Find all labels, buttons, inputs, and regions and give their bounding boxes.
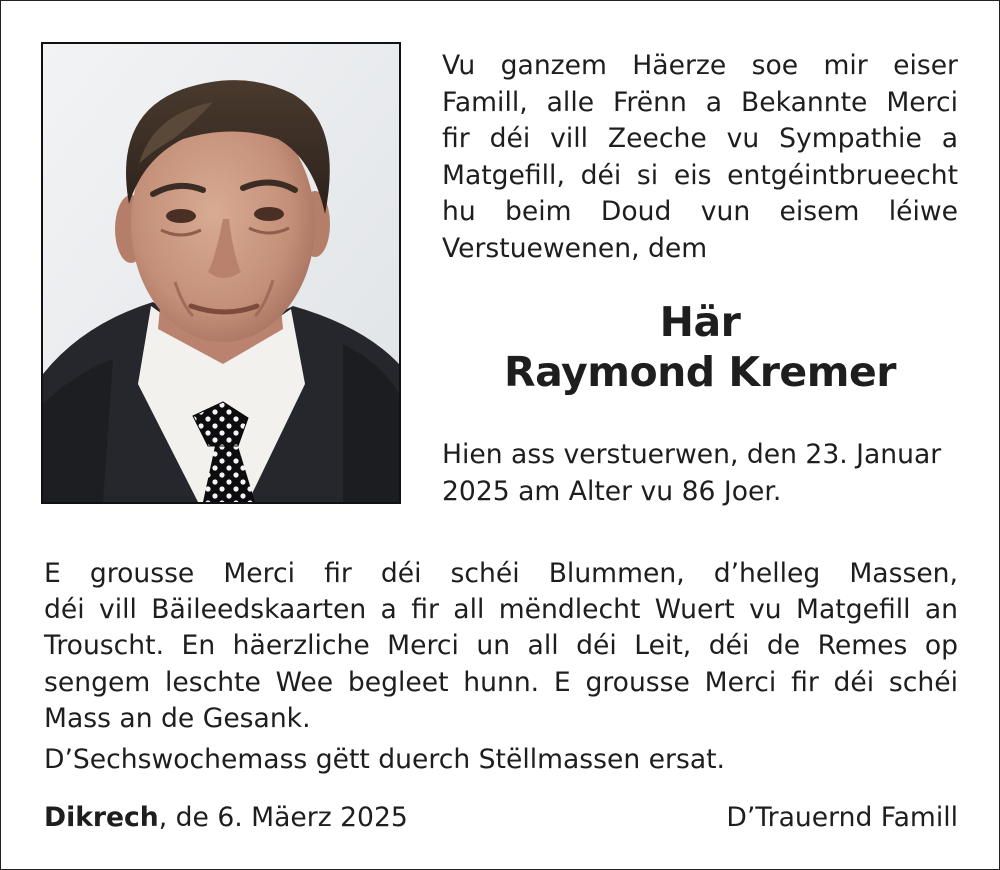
intro-text [442,48,958,267]
thanks-line: déi vill Bäileedskaarten a fir all mëndlecht Wuert vu Matgefill an [44,594,958,626]
mass-notice: D’Sechswochemass gëtt duerch Stëllmassen ersat. [44,744,726,775]
portrait-photo [41,42,401,504]
thanks-line: sengem leschte Wee begleet hunn. E grousse Merci fir déi schéi [44,666,958,698]
deceased-title: Här [659,298,741,346]
footer-signoff: D’Trauernd Famill [726,802,958,833]
death-notice-line: 2025 am Alter vu 86 Joer. [442,475,782,507]
deceased-name: Raymond Kremer [504,348,896,396]
thanks-line: Mass an de Gesank. [44,702,311,734]
footer [44,800,958,836]
intro-line: fir déi vill Zeeche vu Sympathie a [442,123,958,154]
intro-line: Vu ganzem Häerze soe mir eiser [442,50,958,81]
intro-line: Matgefill, déi si eis entgéintbrueecht [442,159,958,191]
thanks-line: E grousse Merci fir déi schéi Blummen, d’helleg Massen, [44,558,958,589]
thanks-paragraph [44,556,958,737]
deceased-name-block [442,297,958,397]
death-notice [442,437,958,510]
intro-line: Famill, alle Frënn a Bekannte Merci [442,86,958,118]
footer-place: Dikrech [44,802,159,833]
thanks-line: Trouscht. En häerzliche Merci un all déi Leit, déi de Remes op [44,630,958,662]
intro-line: Verstuewenen, dem [442,232,708,264]
death-notice-line: Hien ass verstuerwen, den 23. Januar [442,439,942,470]
intro-line: hu beim Doud vun eisem léiwe [442,196,958,227]
footer-date: , de 6. Mäerz 2025 [158,802,408,833]
